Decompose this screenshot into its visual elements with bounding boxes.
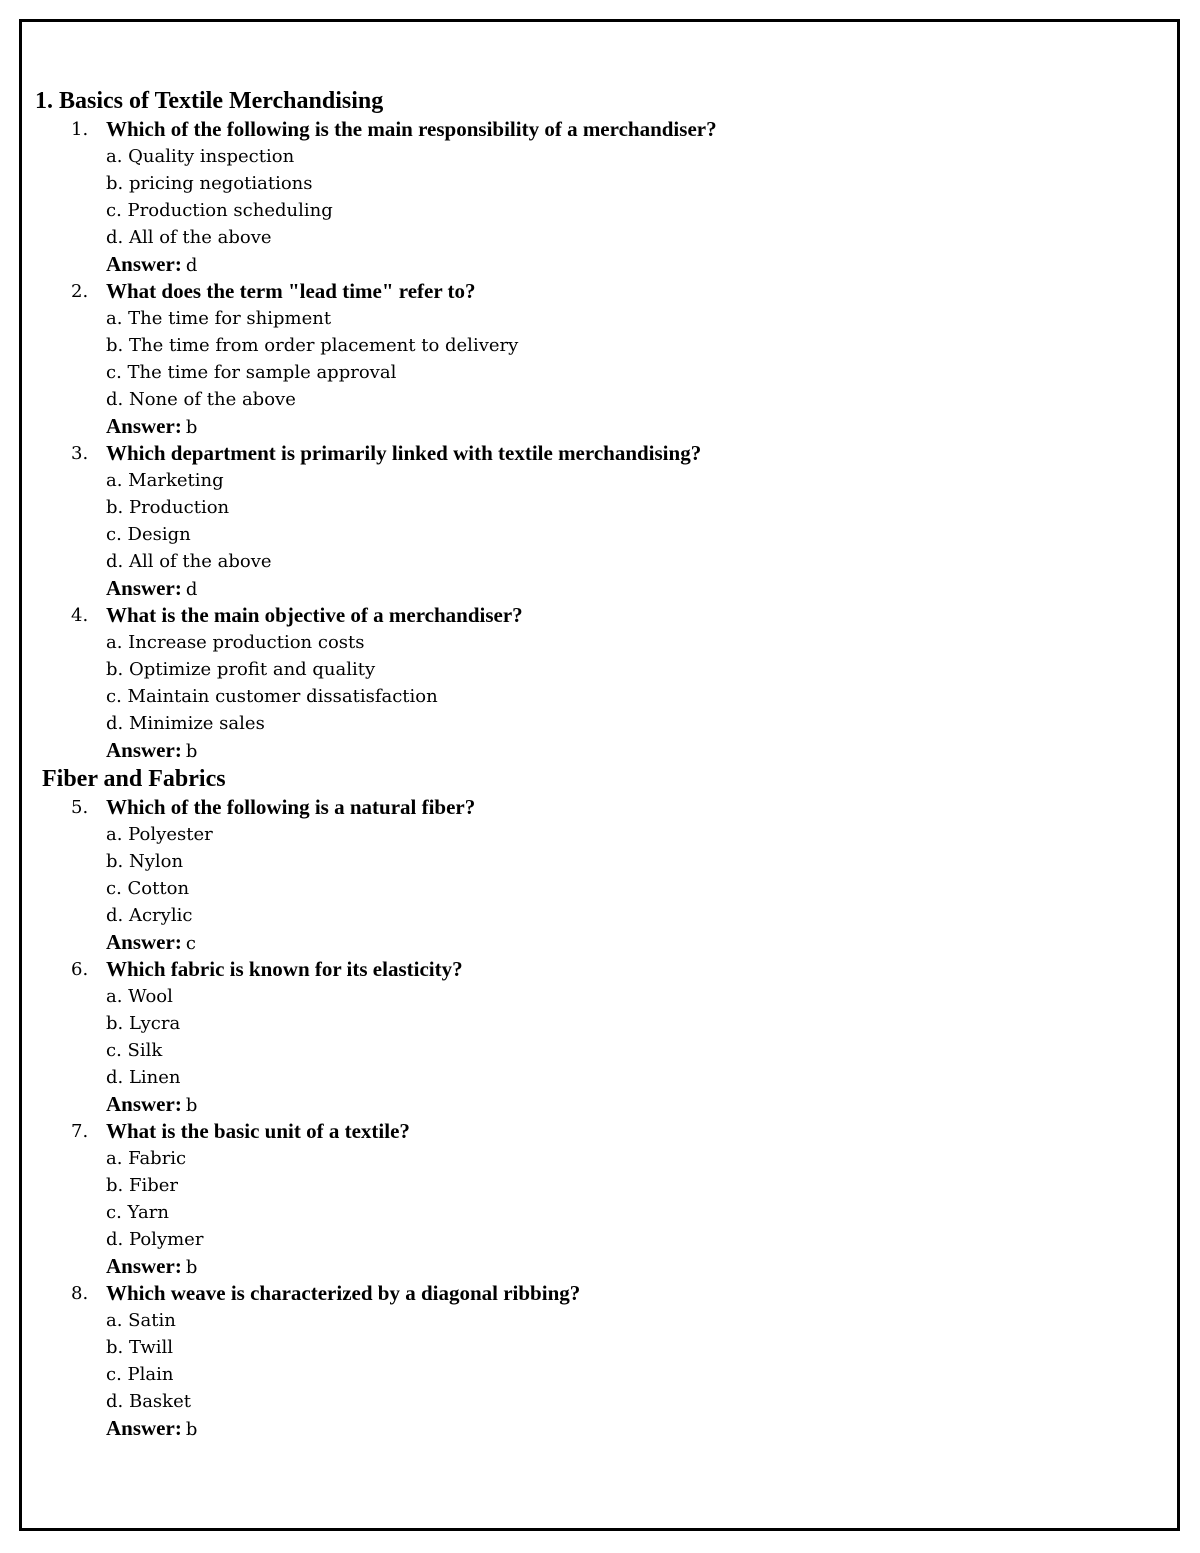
question-number: 4.: [71, 605, 89, 626]
answer-label: Answer:: [106, 414, 182, 438]
option-b: b. Fiber: [106, 1175, 178, 1196]
answer-label: Answer:: [106, 252, 182, 276]
section-title: Fiber and Fabrics: [42, 766, 226, 792]
option-d: d. Polymer: [106, 1229, 204, 1250]
question-number: 5.: [71, 797, 89, 818]
option-d: d. Linen: [106, 1067, 181, 1088]
option-c: c. Maintain customer dissatisfaction: [106, 686, 438, 707]
option-b: b. The time from order placement to delivery: [106, 335, 519, 356]
option-b: b. Twill: [106, 1337, 174, 1358]
option-d: d. Acrylic: [106, 905, 193, 926]
question-number: 1.: [71, 119, 89, 140]
answer-value: c: [185, 933, 196, 954]
question-item: [35, 956, 1155, 1118]
answer-line: [106, 737, 1155, 764]
question-text: What is the main objective of a merchandiser?: [106, 603, 523, 627]
answer-line: [106, 1091, 1155, 1118]
option-b: b. Lycra: [106, 1013, 181, 1034]
option-c: c. Production scheduling: [106, 200, 333, 221]
answer-label: Answer:: [106, 1254, 182, 1278]
question-number: 8.: [71, 1283, 89, 1304]
answer-line: [106, 929, 1155, 956]
option-a: a. Polyester: [106, 824, 213, 845]
answer-value: b: [185, 1419, 198, 1440]
answer-value: b: [185, 741, 198, 762]
question-number: 2.: [71, 281, 89, 302]
option-c: c. The time for sample approval: [106, 362, 397, 383]
question-item: [35, 278, 1155, 440]
answer-line: [106, 413, 1155, 440]
question-text: What does the term "lead time" refer to?: [106, 279, 476, 303]
question-item: [35, 116, 1155, 278]
question-item: [35, 1280, 1155, 1442]
answer-line: [106, 1253, 1155, 1280]
option-b: b. pricing negotiations: [106, 173, 313, 194]
question-text: Which weave is characterized by a diagonal ribbing?: [106, 1281, 581, 1305]
option-c: c. Design: [106, 524, 191, 545]
answer-label: Answer:: [106, 1092, 182, 1116]
option-b: b. Production: [106, 497, 230, 518]
section-title: 1. Basics of Textile Merchandising: [35, 88, 384, 114]
question-text: Which of the following is a natural fiber?: [106, 795, 476, 819]
answer-value: b: [185, 417, 198, 438]
question-number: 6.: [71, 959, 89, 980]
option-a: a. Quality inspection: [106, 146, 295, 167]
answer-label: Answer:: [106, 1416, 182, 1440]
question-text: Which fabric is known for its elasticity?: [106, 957, 463, 981]
answer-value: d: [185, 255, 198, 276]
option-d: d. None of the above: [106, 389, 296, 410]
answer-label: Answer:: [106, 738, 182, 762]
option-b: b. Nylon: [106, 851, 184, 872]
option-a: a. The time for shipment: [106, 308, 332, 329]
option-c: c. Silk: [106, 1040, 163, 1061]
answer-line: [106, 575, 1155, 602]
question-text: What is the basic unit of a textile?: [106, 1119, 410, 1143]
option-a: a. Satin: [106, 1310, 176, 1331]
answer-label: Answer:: [106, 930, 182, 954]
option-a: a. Marketing: [106, 470, 224, 491]
answer-line: [106, 1415, 1155, 1442]
question-item: [35, 1118, 1155, 1280]
option-d: d. Basket: [106, 1391, 191, 1412]
answer-line: [106, 251, 1155, 278]
question-text: Which department is primarily linked with textile merchandising?: [106, 441, 702, 465]
answer-label: Answer:: [106, 576, 182, 600]
question-item: [35, 794, 1155, 956]
document-content: [35, 86, 1155, 1442]
question-number: 7.: [71, 1121, 89, 1142]
option-a: a. Fabric: [106, 1148, 187, 1169]
option-a: a. Wool: [106, 986, 173, 1007]
option-b: b. Optimize profit and quality: [106, 659, 376, 680]
answer-value: b: [185, 1257, 198, 1278]
question-item: [35, 440, 1155, 602]
option-c: c. Cotton: [106, 878, 190, 899]
question-number: 3.: [71, 443, 89, 464]
option-c: c. Yarn: [106, 1202, 169, 1223]
option-d: d. All of the above: [106, 227, 272, 248]
option-d: d. Minimize sales: [106, 713, 265, 734]
option-d: d. All of the above: [106, 551, 272, 572]
option-a: a. Increase production costs: [106, 632, 365, 653]
question-text: Which of the following is the main responsibility of a merchandiser?: [106, 117, 717, 141]
question-item: [35, 602, 1155, 764]
answer-value: d: [185, 579, 198, 600]
answer-value: b: [185, 1095, 198, 1116]
option-c: c. Plain: [106, 1364, 174, 1385]
